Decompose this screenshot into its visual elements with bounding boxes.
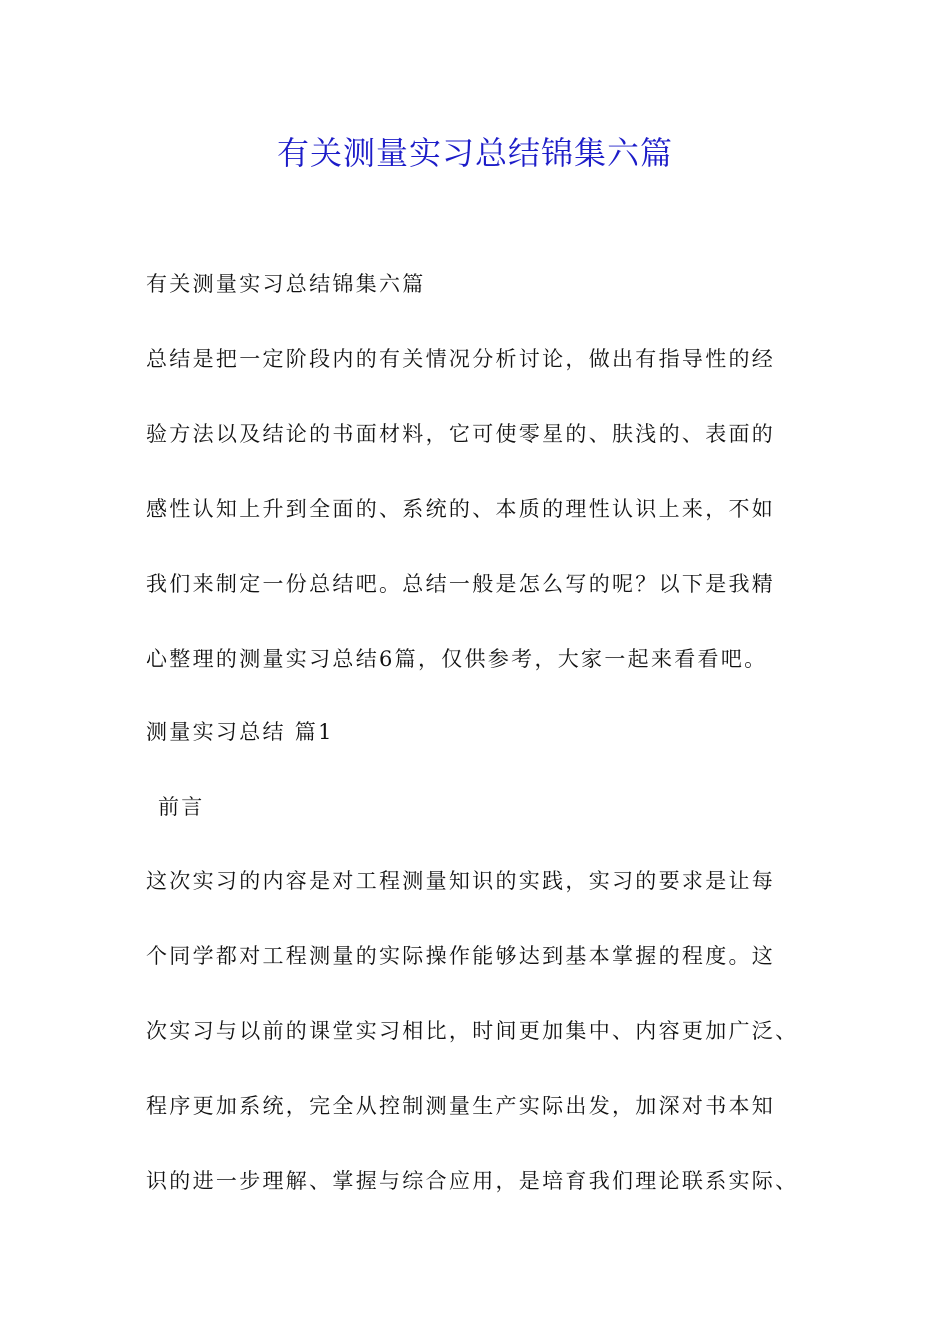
body-line: 我们来制定一份总结吧。总结一般是怎么写的呢？以下是我精 bbox=[146, 572, 776, 596]
body-line: 程序更加系统，完全从控制测量生产实际出发，加深对书本知 bbox=[146, 1094, 776, 1118]
body-line: 验方法以及结论的书面材料，它可使零星的、肤浅的、表面的 bbox=[146, 422, 776, 446]
body-line: 感性认知上升到全面的、系统的、本质的理性认识上来，不如 bbox=[146, 497, 776, 521]
body-line: 个同学都对工程测量的实际操作能够达到基本掌握的程度。这 bbox=[146, 944, 776, 968]
section-heading: 测量实习总结 篇1 bbox=[146, 720, 334, 744]
subtitle-line: 有关测量实习总结锦集六篇 bbox=[146, 272, 426, 296]
body-line: 次实习与以前的课堂实习相比，时间更加集中、内容更加广泛、 bbox=[146, 1019, 799, 1043]
subsection-heading: 前言 bbox=[158, 795, 205, 819]
body-line: 总结是把一定阶段内的有关情况分析讨论，做出有指导性的经 bbox=[146, 347, 776, 371]
body-line: 心整理的测量实习总结6篇，仅供参考，大家一起来看看吧。 bbox=[146, 647, 768, 671]
body-line: 识的进一步理解、掌握与综合应用，是培育我们理论联系实际、 bbox=[146, 1169, 799, 1193]
body-line: 这次实习的内容是对工程测量知识的实践，实习的要求是让每 bbox=[146, 869, 776, 893]
document-title: 有关测量实习总结锦集六篇 bbox=[276, 134, 673, 172]
